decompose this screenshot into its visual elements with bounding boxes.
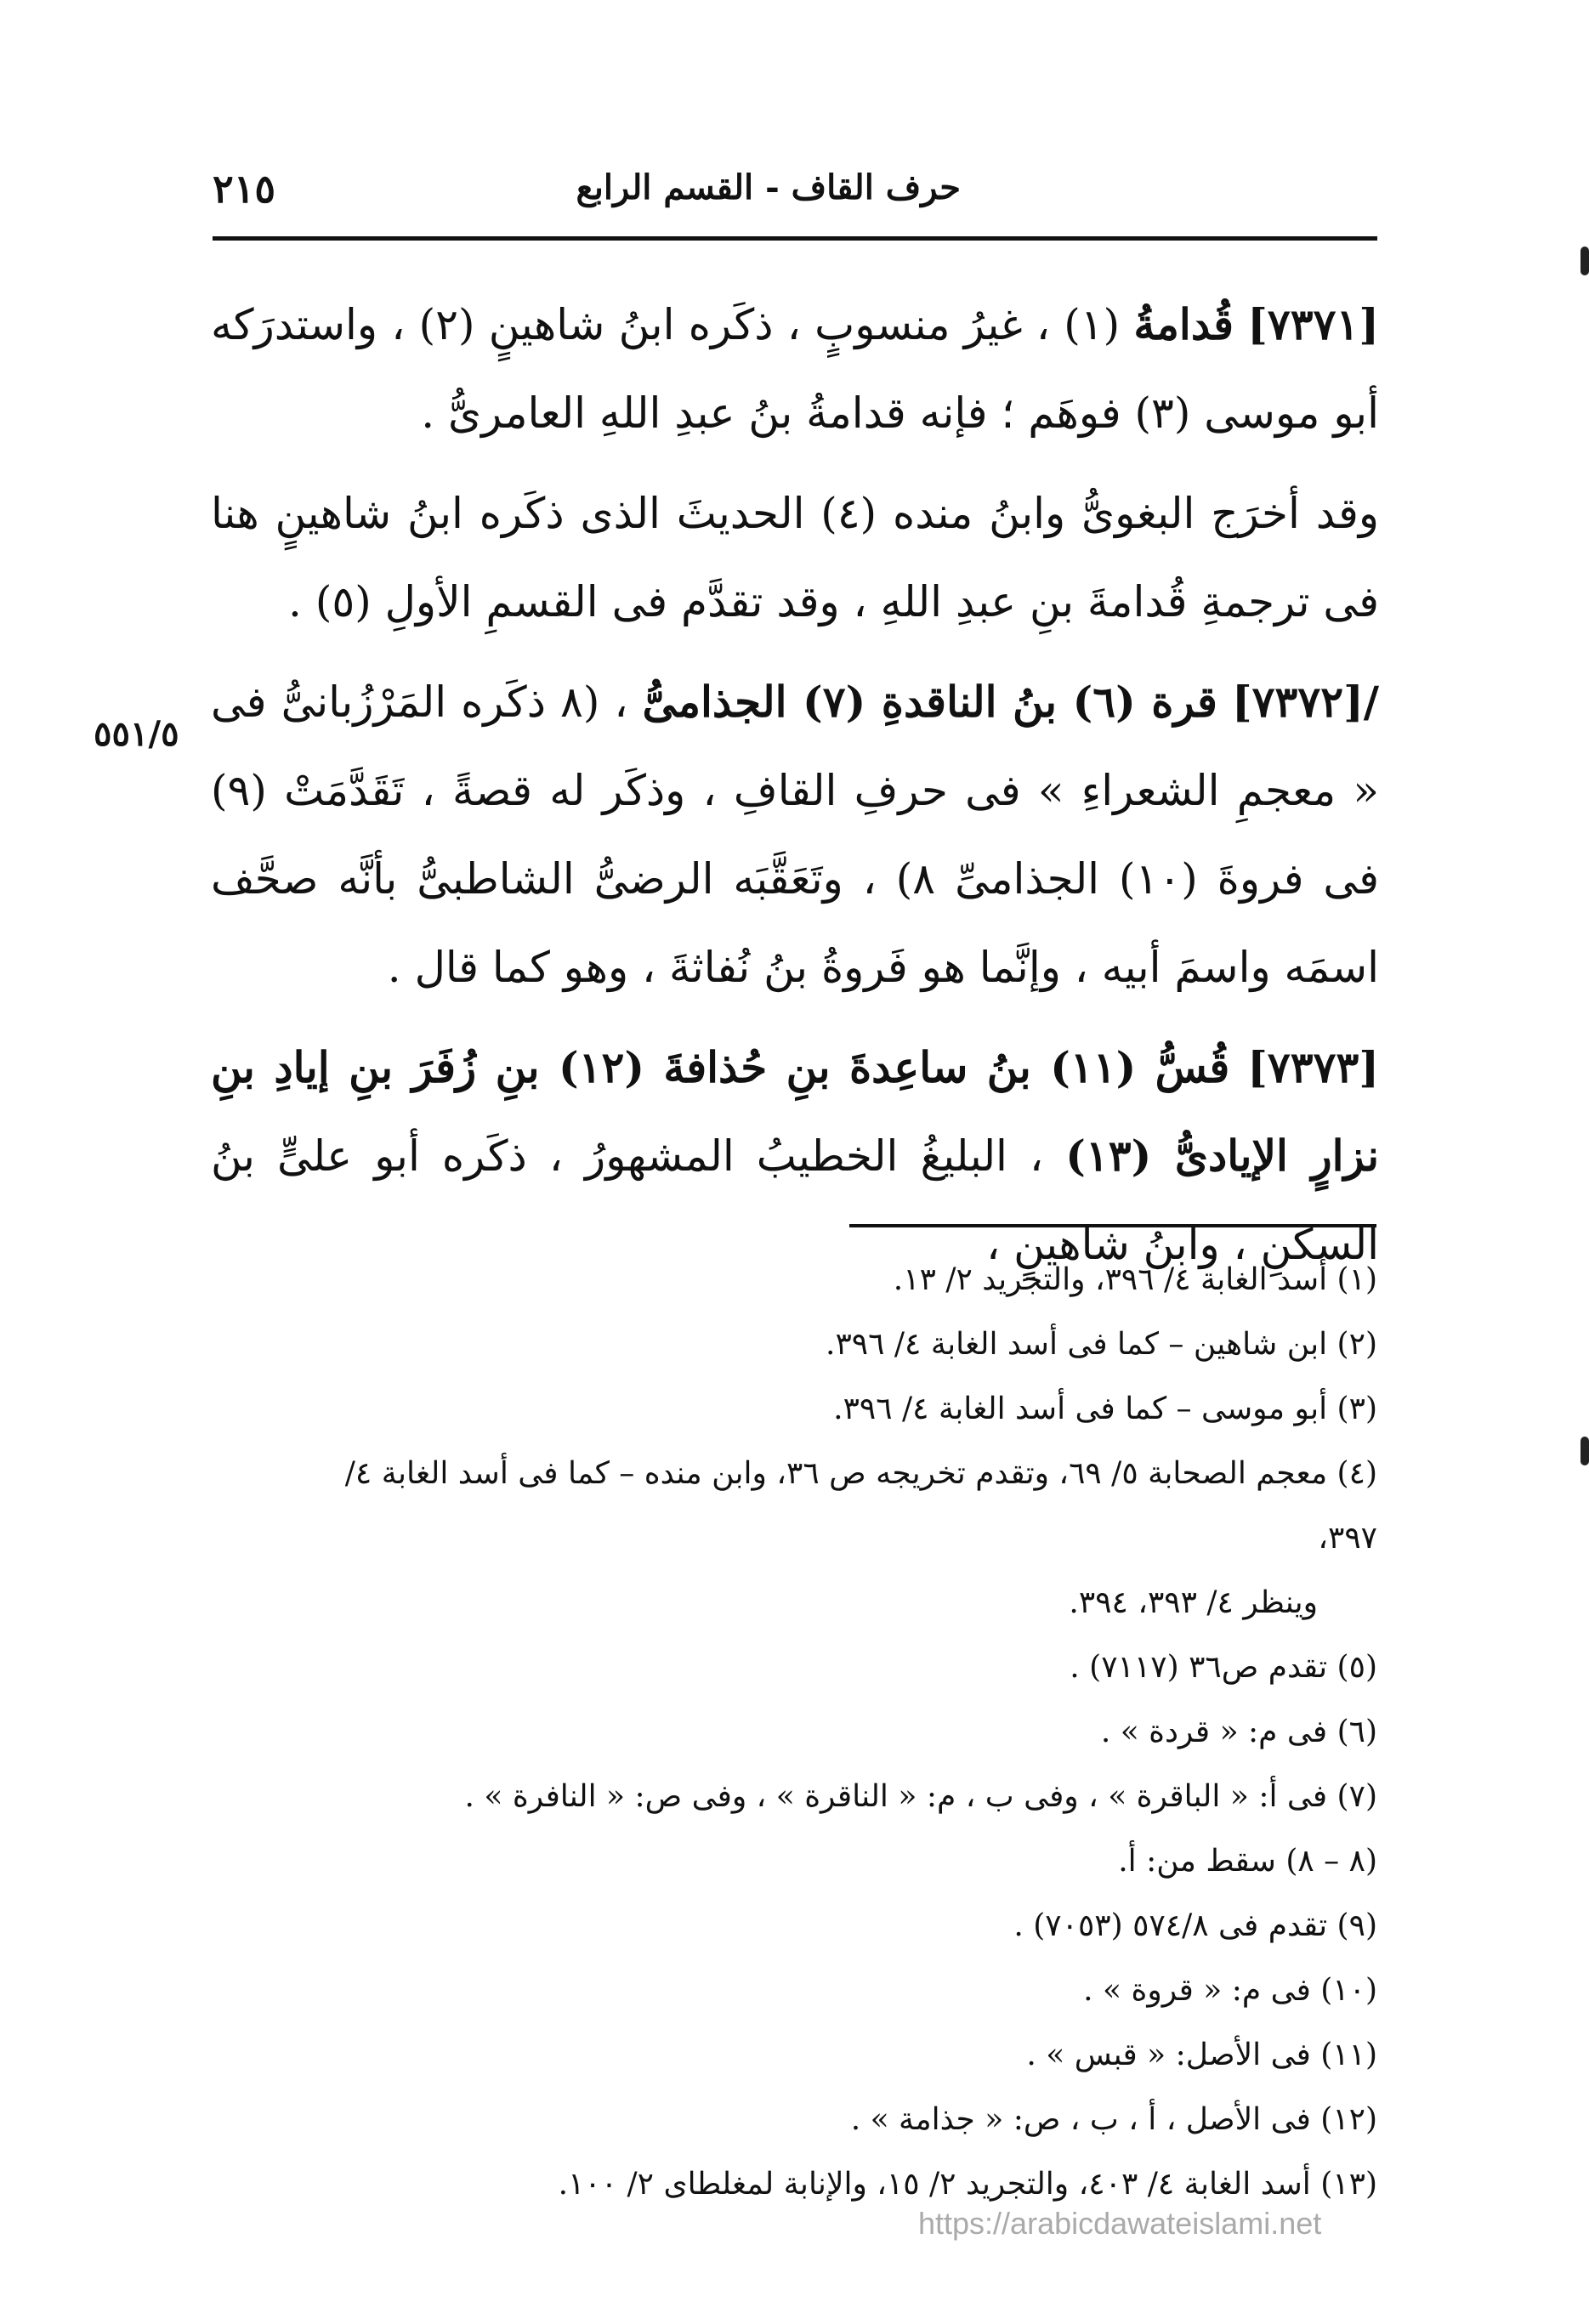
footnote-continuation: وينظر ٤/ ٣٩٣، ٣٩٤. [1069, 1585, 1318, 1620]
entry-name: قرة (٦) بنُ الناقدةِ (٧) الجذامىُّ [642, 677, 1217, 727]
footnote: (١٣) أسد الغابة ٤/ ٤٠٣، والتجريد ٢/ ١٥، والإنابة لمغلطاى ٢/ ١٠٠. [558, 2167, 1377, 2202]
watermark-url: https://arabicdawateislami.net [918, 2206, 1322, 2241]
footnote: (٤) معجم الصحابة ٥/ ٦٩، وتقدم تخريجه ص ٣٦، وابن منده – كما فى أسد الغابة ٤/ ٣٩٧، [344, 1456, 1377, 1556]
footnote: (١١) فى الأصل: « قبس » . [1026, 2038, 1377, 2072]
margin-volume-page-note: ٥٥١/٥ [94, 714, 179, 754]
footnote-rule [849, 1224, 1376, 1227]
footnote: (١) أسد الغابة ٤/ ٣٩٦، والتجريد ٢/ ١٣. [893, 1262, 1377, 1297]
footnote: (٦) فى م: « قردة » . [1100, 1715, 1377, 1749]
header-rule [213, 236, 1377, 241]
entry-7371-continuation [211, 469, 1379, 646]
footnotes [323, 1248, 1377, 2217]
entry-number: [٧٣٧١] [1247, 299, 1379, 349]
entry-number: /[٧٣٧٢] [1231, 677, 1379, 727]
footnote: (٢) ابن شاهين – كما فى أسد الغابة ٤/ ٣٩٦. [825, 1327, 1377, 1362]
footnote: (٧) فى أ: « الباقرة » ، وفى ب ، م: « الناقرة » ، وفى ص: « النافرة » . [464, 1779, 1377, 1814]
footnote: (١٠) فى م: « قروة » . [1083, 1973, 1377, 2008]
entry-text: ، البليغُ الخطيبُ المشهورُ ، ذكَره أبو علىٍّ بنُ السكنِ ، وابنُ شاهينٍ ، [211, 1131, 1379, 1269]
entry-text: ، (٨ ذكَره المَرْزُبانىُّ فى « معجمِ الشعراءِ » فى حرفِ القافِ ، وذكَر له قصةً ، تَقَدَّمَتْ (٩) فى فروةَ (١٠) الجذامىِّ ٨) ، وتَعَقَّبَه الرضىُّ الشاطبىُّ بأنَّه صحَّف اسمَه واسمَ أبيه ، وإنَّما هو فَروةُ بنُ نُفاثةَ ، وهو كما قال . [211, 677, 1379, 992]
page-header [213, 166, 1377, 225]
entry-number: [٧٣٧٣] [1247, 1042, 1379, 1092]
footnote: (٥) تقدم ص٣٦ (٧١١٧) . [1070, 1650, 1377, 1685]
entry-text: (١) ، غيرُ منسوبٍ ، ذكَره ابنُ شاهينٍ (٢) ، واستدرَكه أبو موسى (٣) فوهَم ؛ فإنه قدامةُ بنُ عبدِ اللهِ العامرىُّ . [211, 300, 1379, 438]
page-number: ٢١٥ [213, 166, 276, 212]
main-text [211, 281, 1379, 1301]
scan-edge-mark [1580, 247, 1589, 275]
scan-edge-mark [1580, 1437, 1589, 1465]
entry-text: وقد أخرَج البغوىُّ وابنُ منده (٤) الحديثَ الذى ذكَره ابنُ شاهينٍ هنا فى ترجمةِ قُدامةَ بنِ عبدِ اللهِ ، وقد تقدَّم فى القسمِ الأولِ (٥) . [211, 489, 1379, 626]
entry-7372 [211, 658, 1379, 1012]
entry-name: قُدامةُ [1133, 299, 1234, 349]
entry-7371 [211, 281, 1379, 457]
footnote: (٩) تقدم فى ٥٧٤/٨ (٧٠٥٣) . [1013, 1908, 1377, 1943]
footnote: (٨ – ٨) سقط من: أ. [1118, 1844, 1377, 1879]
footnote: (١٢) فى الأصل ، أ ، ب ، ص: « جذامة » . [850, 2102, 1377, 2137]
entry-name: قُسُّ (١١) بنُ ساعِدةَ بنِ حُذافةَ (١٢) بنِ زُفَرَ بنِ إيادِ بنِ نزارٍ الإيادىُّ (١٣) [211, 1042, 1379, 1181]
footnote: (٣) أبو موسى – كما فى أسد الغابة ٤/ ٣٩٦. [833, 1392, 1377, 1426]
running-title: حرف القاف - القسم الرابع [576, 167, 961, 207]
